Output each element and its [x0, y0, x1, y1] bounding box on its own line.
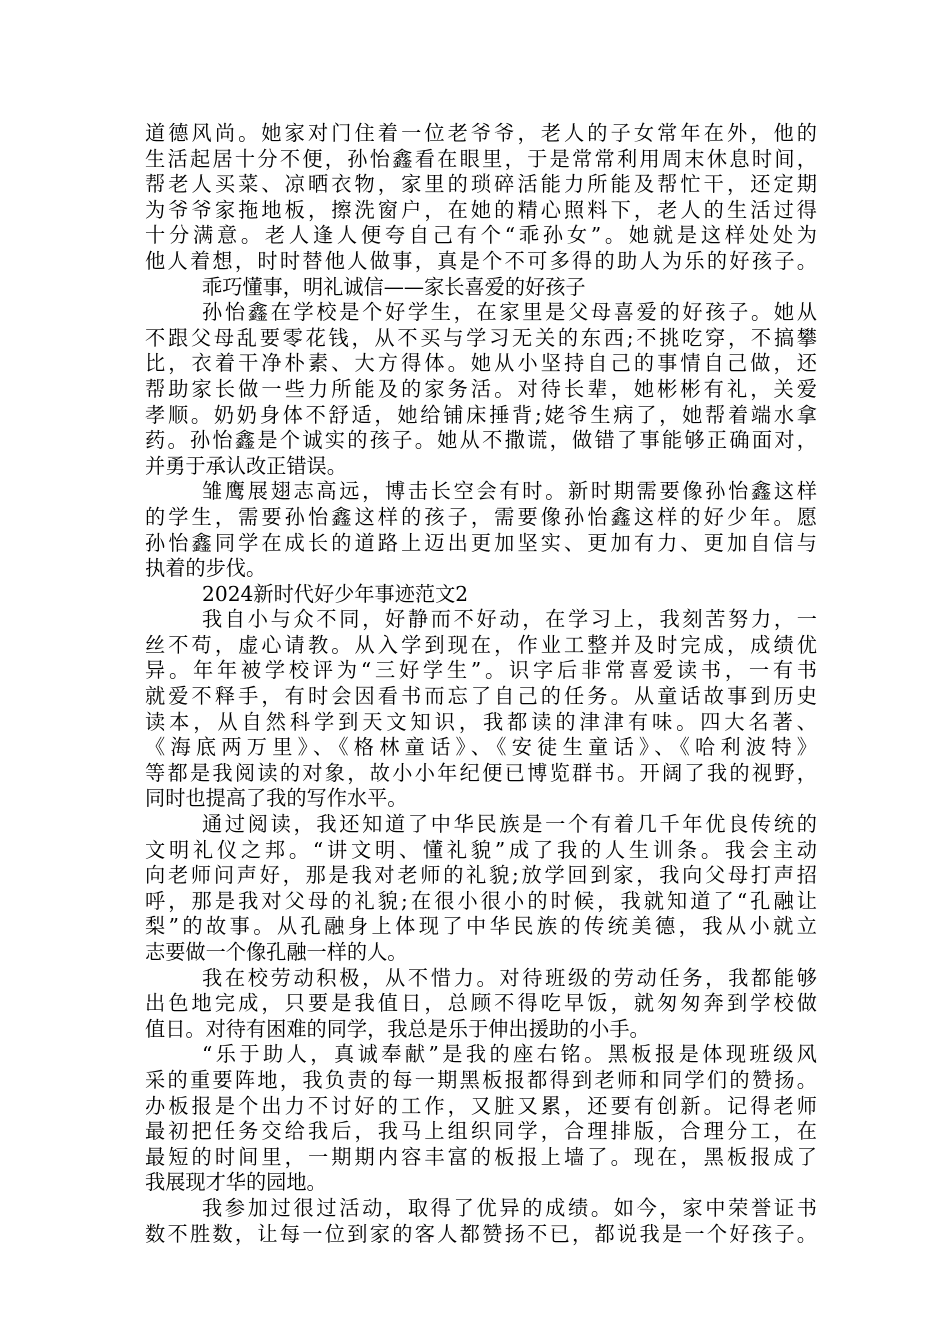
paragraph-first-line: 2024新时代好少年事迹范文2: [202, 581, 469, 606]
text-line: 不跟父母乱要零花钱，从不买与学习无关的东西;不挑吃穿，不搞攀: [145, 325, 817, 350]
text-line: 值日。对待有困难的同学，我总是乐于伸出援助的小手。: [145, 1016, 650, 1041]
text-line: 的学生，需要孙怡鑫这样的孩子，需要像孙怡鑫这样的好少年。愿: [145, 504, 817, 529]
text-line: 就爱不释手，有时会因看书而忘了自己的任务。从童话故事到历史: [145, 684, 817, 709]
text-line: 最短的时间里，一期期内容丰富的板报上墙了。现在，黑板报成了: [145, 1144, 817, 1169]
text-line: 十分满意。老人逢人便夸自己有个“乖孙女”。她就是这样处处为: [145, 223, 817, 248]
text-line: 采的重要阵地，我负责的每一期黑板报都得到老师和同学们的赞扬。: [145, 1067, 817, 1092]
paragraph-first-line: 通过阅读，我还知道了中华民族是一个有着几千年优良传统的: [202, 812, 817, 837]
text-line: 志要做一个像孔融一样的人。: [145, 940, 408, 964]
text-line: 读本，从自然科学到天文知识，我都读的津津有味。四大名著、: [145, 709, 817, 734]
paragraph-first-line: 我自小与众不同，好静而不好动，在学习上，我刻苦努力，一: [202, 607, 817, 632]
paragraph-first-line: 雏鹰展翅志高远，博击长空会有时。新时期需要像孙怡鑫这样: [202, 479, 817, 504]
text-line: 孙怡鑫同学在成长的道路上迈出更加坚实、更加有力、更加自信与: [145, 530, 817, 555]
text-line: 梨”的故事。从孔融身上体现了中华民族的传统美德，我从小就立: [145, 914, 817, 939]
paragraph-first-line: 乖巧懂事，明礼诚信——家长喜爱的好孩子: [202, 274, 586, 299]
text-line: 丝不苟，虚心请教。从入学到现在，作业工整并及时完成，成绩优: [145, 632, 817, 657]
text-line: 执着的步伐。: [145, 556, 267, 581]
text-line: 并勇于承认改正错误。: [145, 453, 347, 478]
text-line: 呼，那是我对父母的礼貌;在很小很小的时候，我就知道了“孔融让: [145, 888, 817, 913]
text-line: 《海底两万里》、《格林童话》、《安徒生童话》、《哈利波特》: [145, 735, 817, 760]
text-line: 办板报是个出力不讨好的工作，又脏又累，还要有创新。记得老师: [145, 1093, 817, 1118]
text-line: 为爷爷家拖地板，擦洗窗户，在她的精心照料下，老人的生活过得: [145, 197, 817, 222]
text-line: 帮助家长做一些力所能及的家务活。对待长辈，她彬彬有礼，关爱: [145, 376, 817, 401]
text-line: 出色地完成，只要是我值日，总顾不得吃早饭，就匆匆奔到学校做: [145, 991, 817, 1016]
text-line: 数不胜数，让每一位到家的客人都赞扬不已，都说我是一个好孩子。: [145, 1221, 817, 1246]
text-line: 等都是我阅读的对象，故小小年纪便已博览群书。开阔了我的视野，: [145, 760, 817, 785]
text-line: 生活起居十分不便，孙怡鑫看在眼里，于是常常利用周末休息时间，: [145, 146, 817, 171]
text-line: 文明礼仪之邦。“讲文明、懂礼貌”成了我的人生训条。我会主动: [145, 837, 817, 862]
paragraph-first-line: “乐于助人，真诚奉献”是我的座右铭。黑板报是体现班级风: [202, 1042, 817, 1067]
text-line: 道德风尚。她家对门住着一位老爷爷，老人的子女常年在外，他的: [145, 121, 817, 145]
text-line: 同时也提高了我的写作水平。: [145, 786, 408, 811]
text-line: 比，衣着干净朴素、大方得体。她从小坚持自己的事情自己做，还: [145, 351, 817, 376]
document-body: [145, 121, 817, 1247]
paragraph-first-line: 我参加过很过活动，取得了优异的成绩。如今，家中荣誉证书: [202, 1195, 817, 1220]
text-line: 帮老人买菜、凉晒衣物，家里的琐碎活能力所能及帮忙干，还定期: [145, 172, 817, 197]
text-line: 向老师问声好，那是我对老师的礼貌;放学回到家，我向父母打声招: [145, 863, 817, 888]
text-line: 孝顺。奶奶身体不舒适，她给铺床捶背;姥爷生病了，她帮着端水拿: [145, 402, 817, 427]
text-line: 异。年年被学校评为“三好学生”。识字后非常喜爱读书，一有书: [145, 658, 817, 683]
text-line: 我展现才华的园地。: [145, 1170, 327, 1195]
paragraph-first-line: 我在校劳动积极，从不惜力。对待班级的劳动任务，我都能够: [202, 965, 817, 990]
text-line: 药。孙怡鑫是个诚实的孩子。她从不撒谎，做错了事能够正确面对，: [145, 428, 817, 453]
text-line: 他人着想，时时替他人做事，真是个不可多得的助人为乐的好孩子。: [145, 248, 817, 273]
paragraph-first-line: 孙怡鑫在学校是个好学生，在家里是父母喜爱的好孩子。她从: [202, 300, 817, 325]
text-line: 最初把任务交给我后，我马上组织同学，合理排版，合理分工，在: [145, 1119, 817, 1144]
